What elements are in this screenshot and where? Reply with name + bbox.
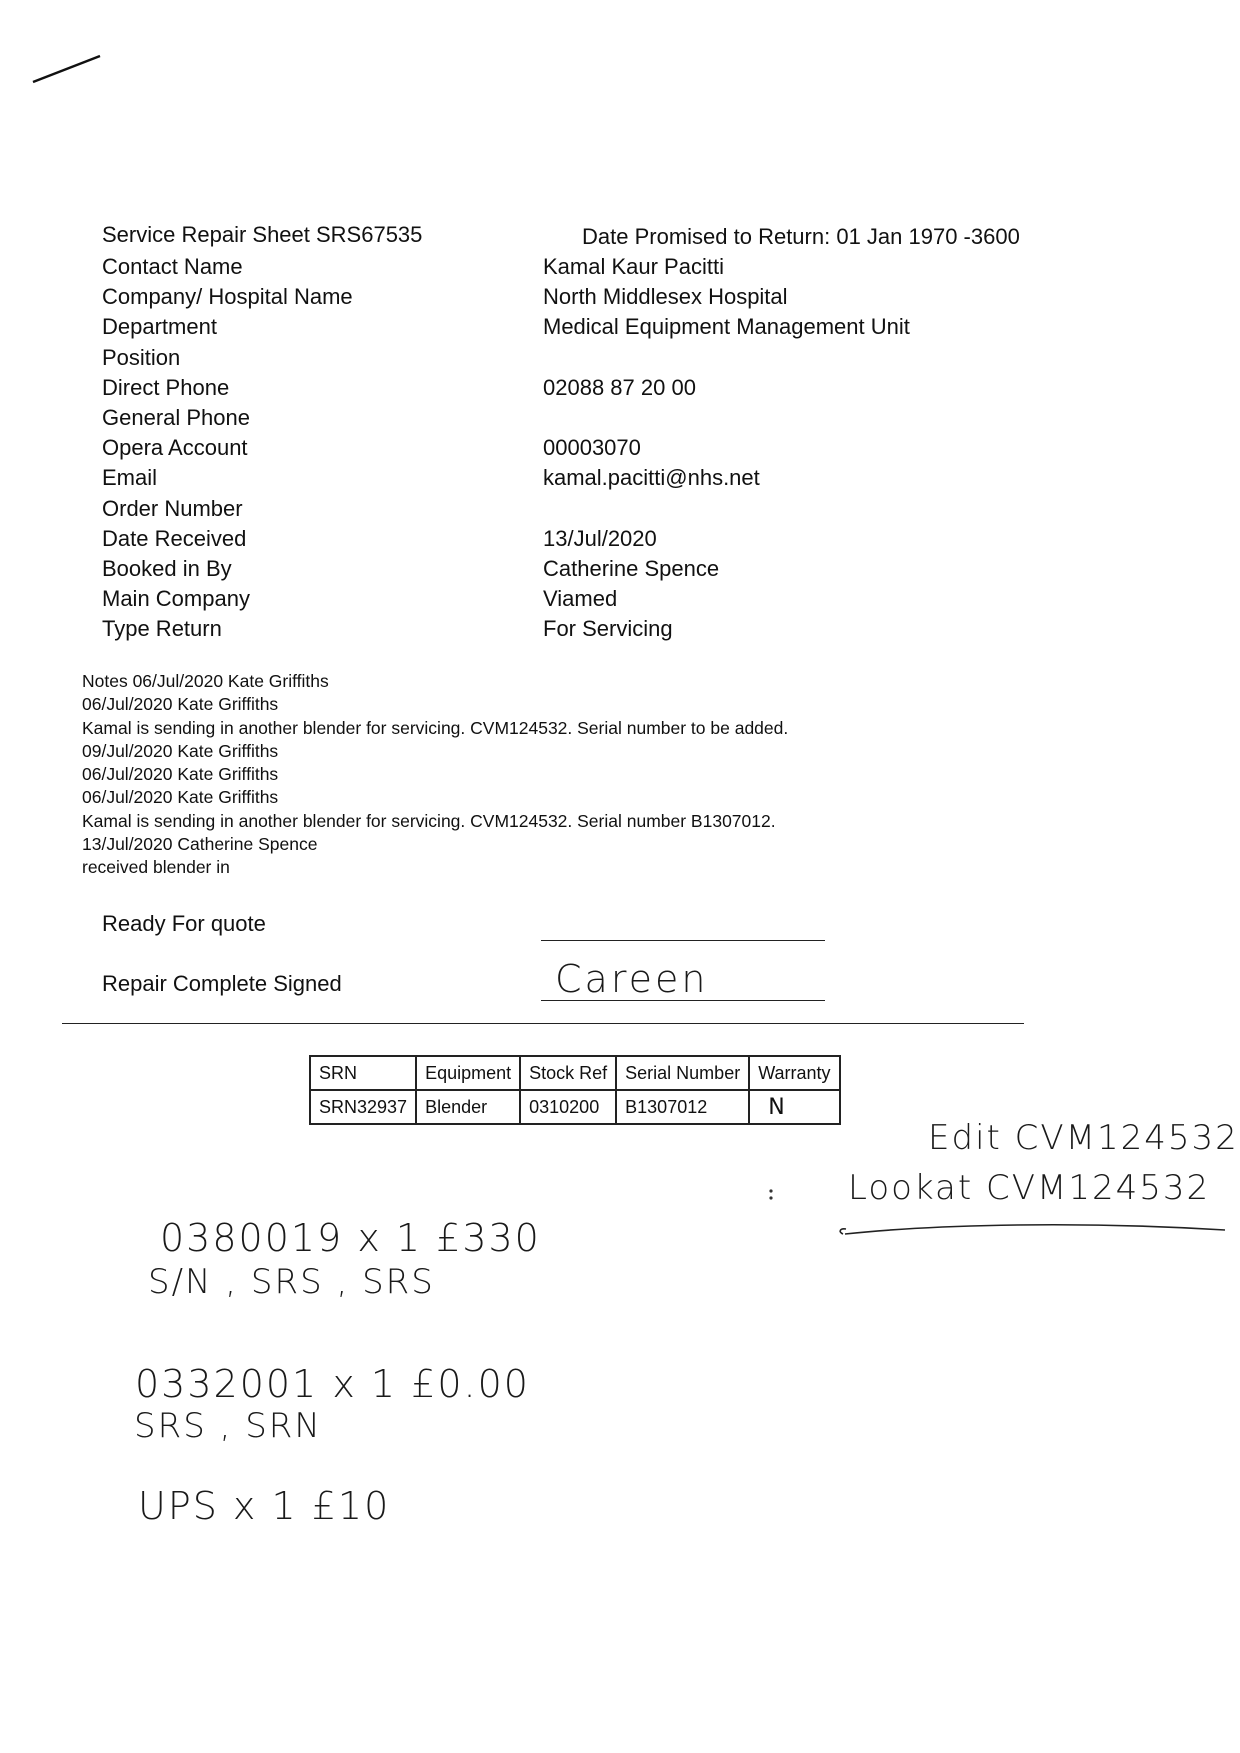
field-label: Company/ Hospital Name: [102, 284, 353, 310]
note-line: 06/Jul/2020 Kate Griffiths: [82, 694, 279, 715]
handwritten-line-2-sub: SRS , SRN: [134, 1406, 322, 1446]
handwritten-line-2: 0332001 x 1 £0.00: [135, 1362, 530, 1406]
handwritten-line-3: UPS x 1 £10: [138, 1484, 391, 1528]
repair-complete-label: Repair Complete Signed: [102, 971, 342, 996]
field-value: Kamal Kaur Pacitti: [543, 254, 724, 279]
handwritten-signature: Careen: [555, 957, 709, 1001]
field-value: For Servicing: [543, 616, 673, 642]
note-line: Kamal is sending in another blender for servicing. CVM124532. Serial number B1307012.: [82, 810, 776, 831]
field-value: 00003070: [543, 435, 641, 461]
field-value: Viamed: [543, 586, 618, 612]
note-line: Notes 06/Jul/2020 Kate Griffiths: [82, 671, 329, 691]
field-label: General Phone: [102, 404, 250, 430]
scan-speck: [769, 1196, 772, 1199]
handwritten-lookat-note: Lookat CVM124532: [848, 1168, 1211, 1208]
field-label: Opera Account: [102, 435, 248, 461]
field-value: kamal.pacitti@nhs.net: [543, 465, 760, 491]
note-line: 06/Jul/2020 Kate Griffiths: [82, 787, 279, 808]
field-label: Department: [102, 314, 217, 340]
cell-equipment: Blender: [416, 1090, 520, 1124]
cell-warranty: N: [749, 1090, 839, 1124]
stray-pen-stroke: [33, 56, 100, 82]
notes-log: [82, 670, 788, 880]
note-line: received blender in: [82, 857, 230, 878]
field-label: Email: [102, 465, 158, 491]
field-label: Contact Name: [102, 254, 243, 279]
underline-hook: [840, 1229, 846, 1234]
cell-stock-ref: 0310200: [520, 1090, 616, 1124]
cell-srn: SRN32937: [310, 1090, 416, 1124]
field-value: Medical Equipment Management Unit: [543, 314, 910, 340]
note-line: 13/Jul/2020 Catherine Spence: [82, 834, 318, 855]
table-header-row: [310, 1056, 840, 1090]
ready-for-quote-line: [541, 940, 825, 941]
field-label: Type Return: [102, 616, 222, 642]
handwritten-line-1: 0380019 x 1 £330: [160, 1216, 541, 1260]
field-label: Date Received: [102, 525, 247, 551]
field-value: 13/Jul/2020: [543, 525, 657, 551]
section-divider: [62, 1023, 1024, 1024]
handwritten-edit-note: Edit CVM124532: [928, 1118, 1239, 1158]
note-line: Kamal is sending in another blender for servicing. CVM124532. Serial number to be added.: [82, 717, 789, 738]
field-value: Catherine Spence: [543, 555, 720, 581]
handwritten-line-1-sub: S/N , SRS , SRS: [148, 1262, 435, 1302]
column-header-srn: SRN: [310, 1056, 416, 1090]
note-line: 09/Jul/2020 Kate Griffiths: [82, 740, 279, 761]
scan-speck: [769, 1189, 772, 1192]
field-value: 02088 87 20 00: [543, 374, 696, 400]
field-label: Order Number: [102, 495, 243, 521]
sheet-title: Service Repair Sheet SRS67535: [102, 222, 423, 247]
handwritten-underline: [845, 1225, 1225, 1234]
column-header-warranty: Warranty: [749, 1056, 839, 1090]
field-label: Booked in By: [102, 555, 232, 581]
field-value: North Middlesex Hospital: [543, 284, 788, 310]
field-label: Main Company: [102, 586, 250, 612]
items-table: [309, 1055, 841, 1125]
column-header-serial-number: Serial Number: [616, 1056, 749, 1090]
table-row: [310, 1090, 840, 1124]
ready-for-quote-label: Ready For quote: [102, 911, 266, 936]
cell-serial-number: B1307012: [616, 1090, 749, 1124]
note-line: 06/Jul/2020 Kate Griffiths: [82, 764, 279, 785]
field-label: Direct Phone: [102, 374, 230, 400]
field-label: Position: [102, 344, 181, 370]
column-header-stock-ref: Stock Ref: [520, 1056, 616, 1090]
column-header-equipment: Equipment: [416, 1056, 520, 1090]
date-promised: Date Promised to Return: 01 Jan 1970 -3600: [582, 224, 1020, 249]
